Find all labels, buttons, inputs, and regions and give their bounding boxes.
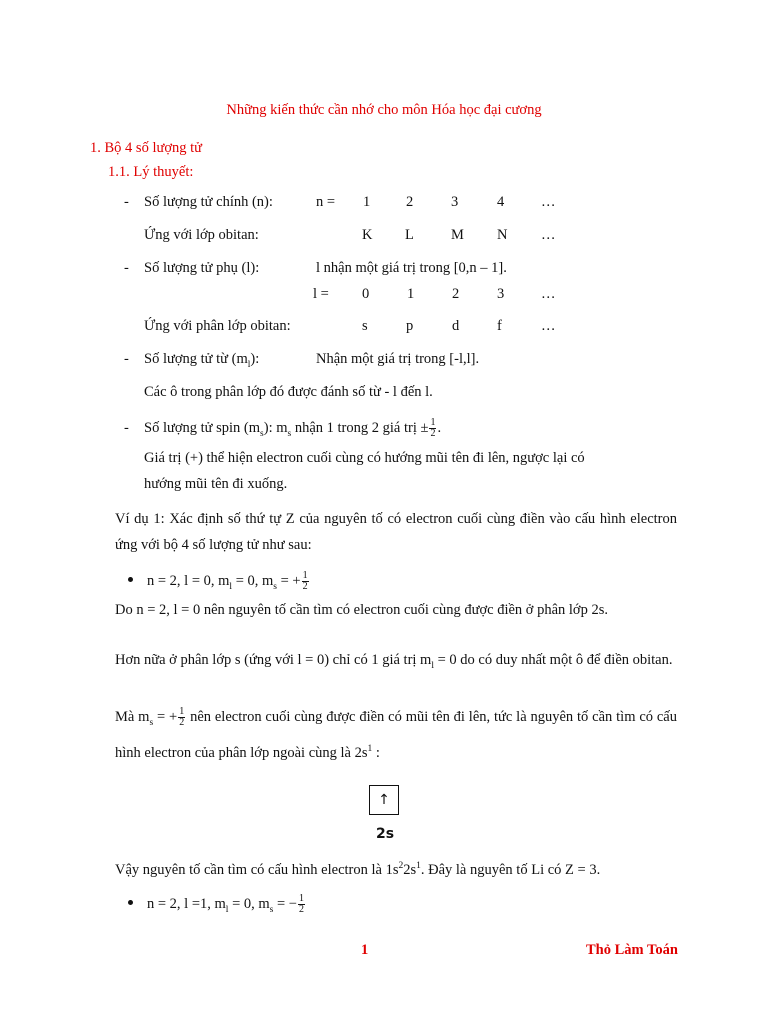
- magnetic-quantum-label: Số lượng tử từ $(m_l)$:: [144, 351, 260, 370]
- fraction: $\frac{1}{2}$: [179, 706, 185, 729]
- principal-quantum-label: Số lượng tử chính (n):: [144, 194, 273, 210]
- shell-label: Ứng với lớp obitan:: [144, 227, 259, 243]
- subshell-letter: f: [497, 318, 502, 334]
- bullet-dot: [128, 900, 133, 905]
- l-value: 3: [497, 286, 505, 302]
- n-value: 1: [363, 194, 371, 210]
- bullet-dot: [128, 577, 133, 582]
- spin-note-line1: Giá trị (+) thể hiện electron cuối cùng có hướng mũi tên đi lên, ngược lại có: [144, 450, 585, 466]
- subshell-letter: d: [452, 318, 460, 334]
- paragraph: Mà $m_s$ = + $\frac{1}{2}$ nên electron cuối cùng được điền có mũi tên đi lên, tức là nguyên tố cần tìm có cấu hình electron của phân lớp ngoài cùng là $2s^1$ :: [115, 706, 677, 761]
- spin-fraction: $\frac{1}{2}$: [430, 417, 436, 440]
- n-value: 3: [451, 194, 459, 210]
- n-value: …: [541, 194, 556, 210]
- example-intro: Ví dụ 1: Xác định số thứ tự Z của nguyên tố có electron cuối cùng điền vào cấu hình electron ứng với bộ 4 số lượng tử như sau:: [115, 511, 677, 553]
- magnetic-range: Nhận một giá trị trong [-l,l].: [316, 351, 480, 367]
- bullet-item: n = 2, l = 0, $m_l = 0$, $m_s$ = + $\frac{1}{2}$: [128, 569, 310, 599]
- shell-letter: N: [497, 227, 508, 243]
- subshell-label: Ứng với phân lớp obitan:: [144, 318, 291, 334]
- orbital-label: 2s: [376, 826, 395, 842]
- conclusion: Vậy nguyên tố cần tìm có cấu hình electron là $1s^22s^1$. Đây là nguyên tố Li có Z = 3.: [115, 861, 601, 878]
- document-title: Những kiến thức cần nhớ cho môn Hóa học đại cương: [226, 102, 542, 118]
- l-equals: l =: [313, 286, 329, 302]
- section-heading-1-1: 1.1. Lý thuyết:: [108, 164, 194, 180]
- orbital-box: [369, 785, 399, 815]
- fraction: $\frac{1}{2}$: [302, 570, 308, 593]
- shell-letter: K: [362, 227, 373, 243]
- n-value: 4: [497, 194, 505, 210]
- spin-note-line2: hướng mũi tên đi xuống.: [144, 476, 288, 492]
- magnetic-note: Các ô trong phân lớp đó được đánh số từ - l đến l.: [144, 384, 433, 400]
- azimuthal-range: l nhận một giá trị trong [0,n – 1].: [316, 260, 507, 276]
- dash-bullet: -: [124, 420, 129, 436]
- subshell-letter: …: [541, 318, 556, 334]
- shell-letter: L: [405, 227, 414, 243]
- n-equals: n =: [316, 194, 336, 210]
- dash-bullet: -: [124, 351, 129, 367]
- spin-quantum-label: Số lượng tử spin $(m_s)$: $m_s$ nhận 1 trong 2 giá trị ± $\frac{1}{2}$ .: [144, 417, 442, 440]
- paragraph: Hơn nữa ở phân lớp s (ứng với l = 0) chỉ có 1 giá trị $m_l = 0$ do có duy nhất một ô để điền obitan.: [115, 652, 673, 671]
- shell-letter: M: [451, 227, 464, 243]
- paragraph: Do n = 2, l = 0 nên nguyên tố cần tìm có electron cuối cùng được điền ở phân lớp 2s.: [115, 602, 608, 618]
- subshell-letter: s: [362, 318, 368, 334]
- l-value: 0: [362, 286, 370, 302]
- fraction: $\frac{1}{2}$: [298, 893, 304, 916]
- shell-letter: …: [541, 227, 556, 243]
- footer-author: Thỏ Làm Toán: [586, 942, 678, 958]
- up-arrow-icon: ↑: [378, 792, 390, 808]
- azimuthal-quantum-label: Số lượng tử phụ (l):: [144, 260, 260, 276]
- l-value: 1: [407, 286, 415, 302]
- subshell-letter: p: [406, 318, 414, 334]
- bullet-item: n = 2, l =1, $m_l = 0$, $m_s$ = − $\frac{1}{2}$: [128, 892, 306, 922]
- n-value: 2: [406, 194, 414, 210]
- dash-bullet: -: [124, 194, 129, 210]
- page-number: 1: [361, 942, 369, 958]
- l-value: 2: [452, 286, 460, 302]
- section-heading-1: 1. Bộ 4 số lượng tử: [90, 140, 203, 156]
- l-value: …: [541, 286, 556, 302]
- dash-bullet: -: [124, 260, 129, 276]
